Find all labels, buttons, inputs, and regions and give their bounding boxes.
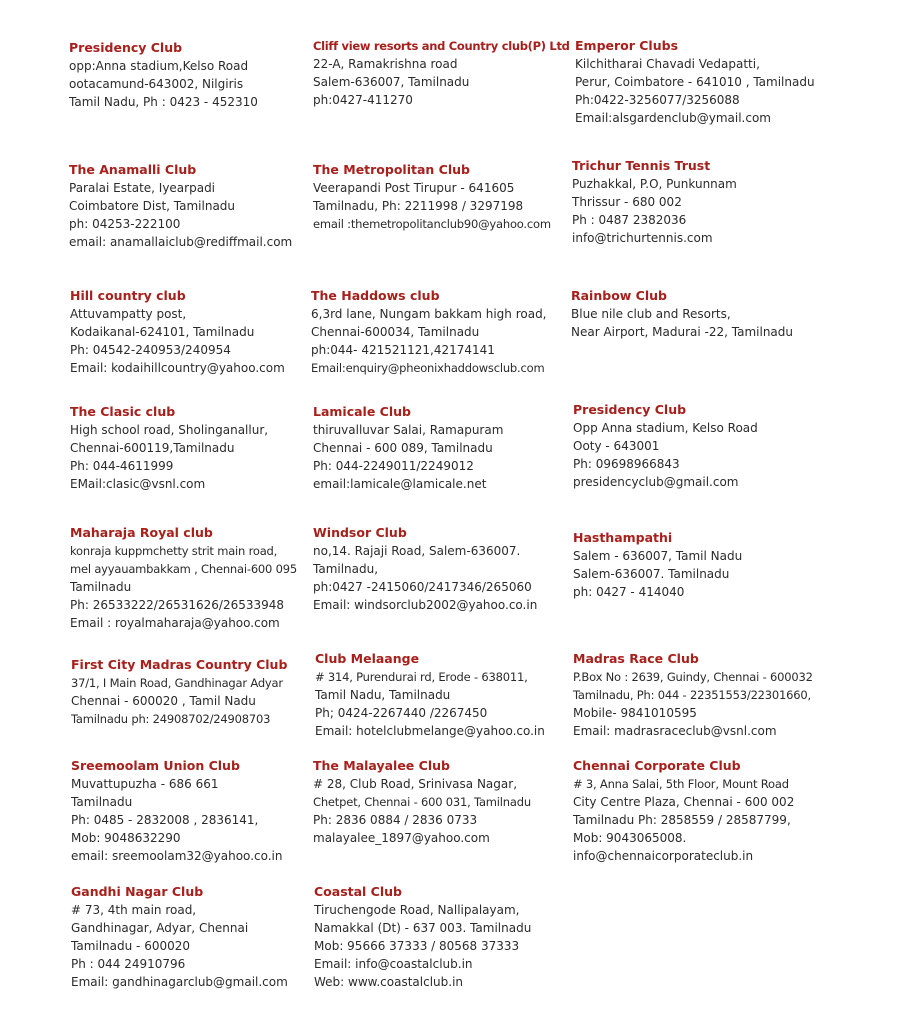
club-email-line: presidencyclub@gmail.com <box>573 475 739 489</box>
club-name: Emperor Clubs <box>575 38 679 53</box>
club-phone-line: Mob: 9048632290 <box>71 831 181 845</box>
club-email-line: malayalee_1897@yahoo.com <box>313 831 490 845</box>
club-address-line: no,14. Rajaji Road, Salem-636007. <box>313 544 521 558</box>
club-phone-line: Ph : 044 24910796 <box>71 957 186 971</box>
club-address-line: Tamilnadu <box>70 580 132 594</box>
club-phone-line: Tamilnadu Ph: 2858559 / 28587799, <box>573 813 791 827</box>
club-name: Club Melaange <box>315 651 420 666</box>
club-phone-line: ph:0427-411270 <box>313 93 413 107</box>
club-address-line: High school road, Sholinganallur, <box>70 423 269 437</box>
club-entry-madras-race-club <box>573 650 835 740</box>
club-entry-cliff-view-resorts <box>313 37 575 109</box>
club-entry-lamicale-club <box>313 403 575 493</box>
club-address-line: Muvattupuzha - 686 661 <box>71 777 219 791</box>
club-email-line: email :themetropolitanclub90@yahoo.com <box>313 217 551 231</box>
club-entry-hill-country-club <box>70 287 332 377</box>
club-phone-line: Ph: 04542-240953/240954 <box>70 343 231 357</box>
club-address-line: Salem-636007. Tamilnadu <box>573 567 730 581</box>
club-address-line: Perur, Coimbatore - 641010 , Tamilnadu <box>575 75 815 89</box>
club-address-line: 6,3rd lane, Nungam bakkam high road, <box>311 307 547 321</box>
club-address-line: Gandhinagar, Adyar, Chennai <box>71 921 249 935</box>
club-address-line: Chennai - 600 089, Tamilnadu <box>313 441 493 455</box>
club-address-line: Tamil Nadu, Tamilnadu <box>315 688 451 702</box>
club-address-line: Paralai Estate, Iyearpadi <box>69 181 216 195</box>
club-entry-metropolitan-club <box>313 161 575 233</box>
club-name: The Metropolitan Club <box>313 162 470 177</box>
club-address-line: Kilchitharai Chavadi Vedapatti, <box>575 57 760 71</box>
club-name: Presidency Club <box>573 402 687 417</box>
club-name: Presidency Club <box>69 40 183 55</box>
club-phone-line: ph:0427 -2415060/2417346/265060 <box>313 580 532 594</box>
club-phone-line: Ph; 0424-2267440 /2267450 <box>315 706 488 720</box>
club-address-line: ootacamund-643002, Nilgiris <box>69 77 244 91</box>
club-name: First City Madras Country Club <box>71 657 288 672</box>
club-phone-line: Ph: 044-4611999 <box>70 459 174 473</box>
club-email-line: Email: kodaihillcountry@yahoo.com <box>70 361 285 375</box>
club-phone-line: ph:044- 421521121,42174141 <box>311 343 495 357</box>
club-address-line: Chennai-600119,Tamilnadu <box>70 441 235 455</box>
club-entry-sreemoolam-union-club <box>71 757 333 865</box>
club-entry-windsor-club <box>313 524 575 614</box>
club-name: Hill country club <box>70 288 186 303</box>
club-name: The Haddows club <box>311 288 440 303</box>
club-phone-line: Tamilnadu, Ph: 044 - 22351553/22301660, <box>573 688 811 702</box>
club-name: Coastal Club <box>314 884 402 899</box>
club-address-line: Salem - 636007, Tamil Nadu <box>573 549 743 563</box>
club-name: Hasthampathi <box>573 530 673 545</box>
club-address-line: mel ayyauambakkam , Chennai-600 095 <box>70 562 297 576</box>
club-address-line: Veerapandi Post Tirupur - 641605 <box>313 181 515 195</box>
club-email-line: info@chennaicorporateclub.in <box>573 849 754 863</box>
club-email-line: Email: info@coastalclub.in <box>314 957 473 971</box>
club-name: Windsor Club <box>313 525 407 540</box>
club-address-line: Tamilnadu - 600020 <box>71 939 191 953</box>
club-address-line: Near Airport, Madurai -22, Tamilnadu <box>571 325 793 339</box>
club-name: The Anamalli Club <box>69 162 197 177</box>
club-address-line: Tamilnadu <box>71 795 133 809</box>
club-address-line: Namakkal (Dt) - 637 003. Tamilnadu <box>314 921 532 935</box>
club-name: Gandhi Nagar Club <box>71 884 204 899</box>
club-entry-presidency-club-ooty <box>573 401 835 491</box>
club-phone-line: Mob: 9043065008. <box>573 831 687 845</box>
club-email-line: Email: gandhinagarclub@gmail.com <box>71 975 288 989</box>
club-entry-malayalee-club <box>313 757 575 847</box>
club-phone-line: Ph: 2836 0884 / 2836 0733 <box>313 813 478 827</box>
club-name: Trichur Tennis Trust <box>572 158 711 173</box>
club-phone-line: Ph: 0485 - 2832008 , 2836141, <box>71 813 259 827</box>
club-phone-line: Mob: 95666 37333 / 80568 37333 <box>314 939 520 953</box>
club-name: Sreemoolam Union Club <box>71 758 240 773</box>
club-email-line: EMail:clasic@vsnl.com <box>70 477 206 491</box>
club-address-line: # 314, Purendurai rd, Erode - 638011, <box>315 670 528 684</box>
club-address-line: Tamilnadu, <box>313 562 379 576</box>
club-phone-line: Ph : 0487 2382036 <box>572 213 687 227</box>
club-email-line: Email:alsgardenclub@ymail.com <box>575 111 771 125</box>
club-address-line: Chetpet, Chennai - 600 031, Tamilnadu <box>313 795 531 809</box>
club-address-line: Attuvampatty post, <box>70 307 187 321</box>
club-email-line: email:lamicale@lamicale.net <box>313 477 487 491</box>
club-phone-line: Mobile- 9841010595 <box>573 706 697 720</box>
club-address-line: Ooty - 643001 <box>573 439 660 453</box>
club-name: Maharaja Royal club <box>70 525 213 540</box>
club-website-line: Web: www.coastalclub.in <box>314 975 464 989</box>
club-address-line: Kodaikanal-624101, Tamilnadu <box>70 325 255 339</box>
club-phone-line: Ph: 044-2249011/2249012 <box>313 459 474 473</box>
club-email-line: Email: hotelclubmelange@yahoo.co.in <box>315 724 545 738</box>
club-email-line: email: anamallaiclub@rediffmail.com <box>69 235 293 249</box>
club-address-line: Opp Anna stadium, Kelso Road <box>573 421 758 435</box>
club-address-line: # 3, Anna Salai, 5th Floor, Mount Road <box>573 777 789 791</box>
club-email-line: email: sreemoolam32@yahoo.co.in <box>71 849 283 863</box>
club-entry-hasthampathi <box>573 529 835 601</box>
club-entry-anamalli-club <box>69 161 331 251</box>
club-name: Chennai Corporate Club <box>573 758 741 773</box>
club-address-line: Chennai - 600020 , Tamil Nadu <box>71 694 256 708</box>
club-address-line: City Centre Plaza, Chennai - 600 002 <box>573 795 795 809</box>
club-address-line: 22-A, Ramakrishna road <box>313 57 458 71</box>
club-email-line: Email: windsorclub2002@yahoo.co.in <box>313 598 538 612</box>
club-address-line: thiruvalluvar Salai, Ramapuram <box>313 423 504 437</box>
club-address-line: 37/1, I Main Road, Gandhinagar Adyar <box>71 676 283 690</box>
club-address-line: # 73, 4th main road, <box>71 903 197 917</box>
club-entry-gandhi-nagar-club <box>71 883 333 991</box>
club-address-line: Chennai-600034, Tamilnadu <box>311 325 480 339</box>
club-address-line: Blue nile club and Resorts, <box>571 307 731 321</box>
club-phone-line: Ph: 26533222/26531626/26533948 <box>70 598 285 612</box>
club-entry-presidency-club-ootacamund <box>69 39 331 111</box>
club-address-line: konraja kuppmchetty strit main road, <box>70 544 278 558</box>
club-address-line: Tiruchengode Road, Nallipalayam, <box>314 903 520 917</box>
club-phone-line: ph: 0427 - 414040 <box>573 585 685 599</box>
club-email-line: Email: madrasraceclub@vsnl.com <box>573 724 777 738</box>
club-address-line: # 28, Club Road, Srinivasa Nagar, <box>313 777 518 791</box>
club-entry-trichur-tennis-trust <box>572 157 834 247</box>
club-phone-line: Tamilnadu ph: 24908702/24908703 <box>71 712 271 726</box>
club-address-line: Puzhakkal, P.O, Punkunnam <box>572 177 737 191</box>
club-name: Madras Race Club <box>573 651 699 666</box>
club-email-line: Email:enquiry@pheonixhaddowsclub.com <box>311 361 545 375</box>
club-entry-clasic-club <box>70 403 332 493</box>
club-phone-line: Tamilnadu, Ph: 2211998 / 3297198 <box>313 199 524 213</box>
club-name: The Malayalee Club <box>313 758 450 773</box>
club-name: The Clasic club <box>70 404 176 419</box>
club-address-line: Thrissur - 680 002 <box>572 195 682 209</box>
club-phone-line: Tamil Nadu, Ph : 0423 - 452310 <box>69 95 258 109</box>
club-entry-haddows-club <box>311 287 573 377</box>
club-entry-emperor-clubs <box>575 37 837 127</box>
club-phone-line: Ph: 09698966843 <box>573 457 680 471</box>
club-address-line: opp:Anna stadium,Kelso Road <box>69 59 249 73</box>
club-entry-maharaja-royal-club <box>70 524 332 632</box>
club-entry-coastal-club <box>314 883 576 991</box>
club-email-line: Email : royalmaharaja@yahoo.com <box>70 616 280 630</box>
club-phone-line: ph: 04253-222100 <box>69 217 181 231</box>
club-address-line: P.Box No : 2639, Guindy, Chennai - 600032 <box>573 670 813 684</box>
club-name: Rainbow Club <box>571 288 667 303</box>
club-entry-rainbow-club <box>571 287 833 341</box>
club-name: Cliff view resorts and Country club(P) Ltd <box>313 39 570 53</box>
club-entry-chennai-corporate-club <box>573 757 835 865</box>
club-email-line: info@trichurtennis.com <box>572 231 713 245</box>
club-entry-first-city-madras-country-club <box>71 656 333 728</box>
club-name: Lamicale Club <box>313 404 411 419</box>
club-address-line: Coimbatore Dist, Tamilnadu <box>69 199 236 213</box>
club-phone-line: Ph:0422-3256077/3256088 <box>575 93 740 107</box>
club-address-line: Salem-636007, Tamilnadu <box>313 75 470 89</box>
club-entry-club-melaange <box>315 650 577 740</box>
